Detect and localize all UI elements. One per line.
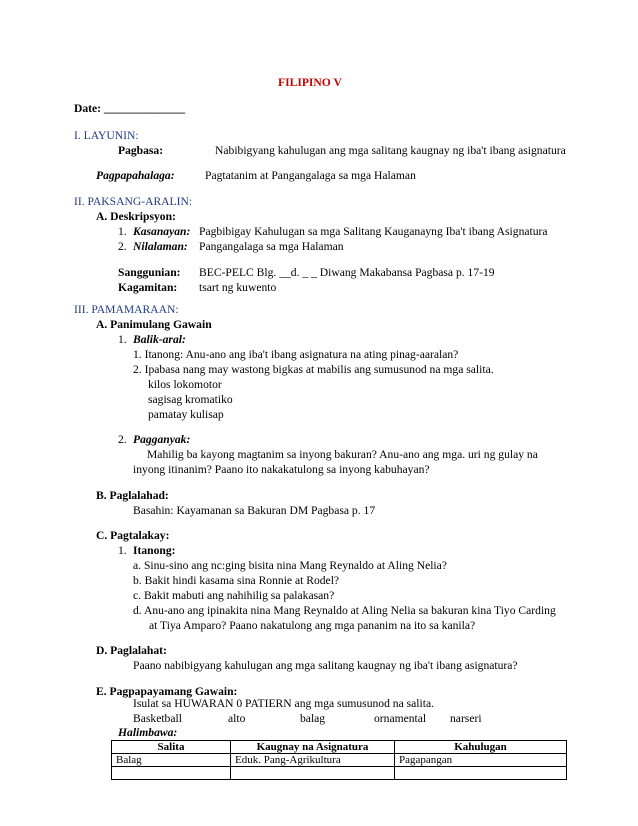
pagtalakay-label: C. Pagtalakay: bbox=[96, 529, 170, 542]
table-cell bbox=[231, 767, 395, 780]
page-title: FILIPINO V bbox=[278, 76, 342, 89]
table-cell: Eduk. Pang-Agrikultura bbox=[231, 754, 395, 767]
table-header: Salita bbox=[112, 741, 231, 754]
halimbawa-label: Halimbawa: bbox=[118, 726, 178, 739]
kagamitan-text: tsart ng kuwento bbox=[199, 281, 277, 294]
paglalahat-text: Paano nabibigyang kahulugan ang mga salitang kaugnay ng iba't ibang asignatura? bbox=[133, 659, 518, 672]
paglalahad-text: Basahin: Kayamanan sa Bakuran DM Pagbasa p. 17 bbox=[133, 504, 376, 517]
pagtalakay-question: b. Bakit hindi kasama sina Ronnie at Rodel? bbox=[133, 574, 340, 587]
table-header: Kaugnay na Asignatura bbox=[231, 741, 395, 754]
date-label: Date: ______________ bbox=[74, 102, 186, 115]
table-cell: Pagapangan bbox=[395, 754, 567, 767]
pagtalakay-question: c. Bakit mabuti ang nahihilig sa palakasan? bbox=[133, 589, 335, 602]
table-row bbox=[112, 754, 567, 767]
pagganyak-line-2: inyong itinanim? Paano ito nakakatulong sa inyong kabuhayan? bbox=[133, 463, 430, 476]
table-header: Kahulugan bbox=[395, 741, 567, 754]
pagtalakay-question-cont: at Tiya Amparo? Paano nakatulong ang mga pananim na ito sa kanila? bbox=[149, 619, 476, 632]
nilalaman-text: Pangangalaga sa mga Halaman bbox=[199, 240, 344, 253]
word-item: sagisag kromatiko bbox=[148, 393, 233, 406]
kagamitan-label: Kagamitan: bbox=[118, 281, 178, 294]
kasanayan-text: Pagbibigay Kahulugan sa mga Salitang Kauganayng Iba't ibang Asignatura bbox=[199, 225, 548, 238]
pagpapayamang-text: Isulat sa HUWARAN 0 PATIERN ang mga sumusunod na salita. bbox=[133, 697, 434, 710]
item-number: 2. bbox=[118, 240, 127, 253]
example-table bbox=[111, 740, 567, 780]
kasanayan-label: Kasanayan: bbox=[133, 225, 191, 238]
section-2-heading: II. PAKSANG-ARALIN: bbox=[74, 195, 193, 208]
table-header-row bbox=[112, 741, 567, 754]
sanggunian-text: BEC-PELC Blg. __d. _ _ Diwang Makabansa Pagbasa p. 17-19 bbox=[199, 266, 495, 279]
balik-aral-q2: 2. Ipabasa nang may wastong bigkas at mabilis ang sumusunod na mga salita. bbox=[133, 363, 494, 376]
paglalahat-label: D. Paglalahat: bbox=[96, 644, 167, 657]
deskripsyon-label: A. Deskripsyon: bbox=[96, 210, 176, 223]
word-item: kilos lokomotor bbox=[148, 378, 222, 391]
pagtalakay-question: d. Anu-ano ang ipinakita nina Mang Reynaldo at Aling Nelia sa bakuran kina Tiyo Carding bbox=[133, 604, 556, 617]
pagbasa-label: Pagbasa: bbox=[118, 144, 164, 157]
pagpapayamang-gawain-label: E. Pagpapayamang Gawain: bbox=[96, 685, 238, 698]
item-number: 2. bbox=[118, 433, 127, 446]
exercise-word: Basketball bbox=[133, 712, 182, 725]
pagpapahalaga-label: Pagpapahalaga: bbox=[96, 169, 175, 182]
section-3-heading: III. PAMAMARAAN: bbox=[74, 303, 179, 316]
exercise-word: alto bbox=[228, 712, 246, 725]
panimulang-gawain-label: A. Panimulang Gawain bbox=[96, 318, 212, 331]
item-number: 1. bbox=[118, 333, 127, 346]
pagganyak-line-1: Mahilig ba kayong magtanim sa inyong bakuran? Anu-ano ang mga. uri ng gulay na bbox=[147, 448, 538, 461]
pagganyak-label: Pagganyak: bbox=[133, 433, 191, 446]
table-cell: Balag bbox=[112, 754, 231, 767]
exercise-word: balag bbox=[300, 712, 326, 725]
paglalahad-label: B. Paglalahad: bbox=[96, 489, 169, 502]
pagpapahalaga-text: Pagtatanim at Pangangalaga sa mga Halaman bbox=[205, 169, 416, 182]
item-number: 1. bbox=[118, 225, 127, 238]
exercise-word: narseri bbox=[450, 712, 482, 725]
table-cell bbox=[395, 767, 567, 780]
exercise-word: ornamental bbox=[374, 712, 427, 725]
balik-aral-label: Balik-aral: bbox=[133, 333, 186, 346]
itanong-label: Itanong: bbox=[133, 544, 176, 557]
table-row bbox=[112, 767, 567, 780]
item-number: 1. bbox=[118, 544, 127, 557]
nilalaman-label: Nilalaman: bbox=[133, 240, 188, 253]
balik-aral-q1: 1. Itanong: Anu-ano ang iba't ibang asignatura na ating pinag-aaralan? bbox=[133, 348, 459, 361]
pagtalakay-question: a. Sinu-sino ang nc:ging bisita nina Mang Reynaldo at Aling Nelia? bbox=[133, 559, 447, 572]
table-cell bbox=[112, 767, 231, 780]
word-item: pamatay kulisap bbox=[148, 408, 224, 421]
pagbasa-text: Nabibigyang kahulugan ang mga salitang kaugnay ng iba't ibang asignatura bbox=[215, 144, 566, 157]
section-1-heading: I. LAYUNIN: bbox=[74, 129, 139, 142]
sanggunian-label: Sanggunian: bbox=[118, 266, 181, 279]
